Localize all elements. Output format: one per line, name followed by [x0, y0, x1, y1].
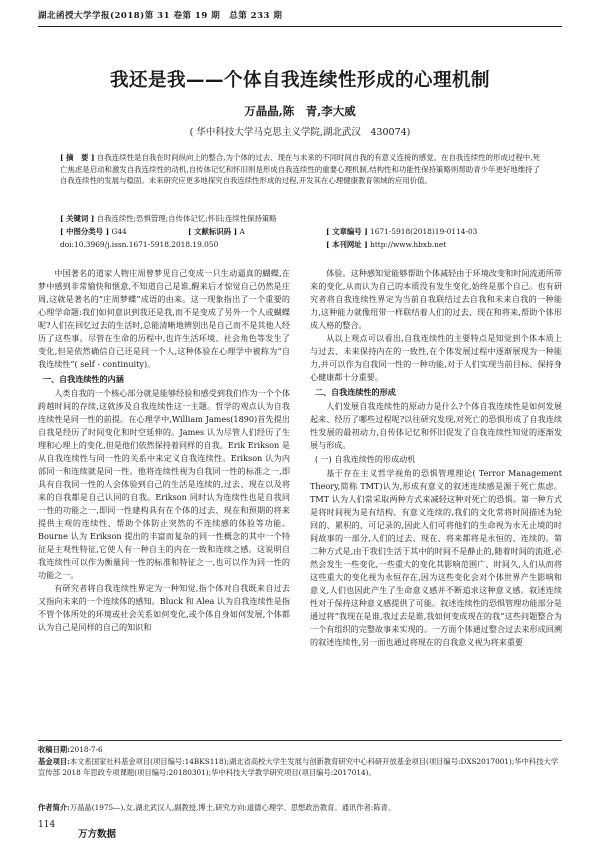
abstract-text: 自我连续性是自我在时间纵向上的整合,为个体的过去、现在与未来的不同时间自我的有意义连接的感觉。在自我连续性的形成过程中,死亡焦虑是启动和激发自我连续性的动机,自传体记忆和怀旧则是形成自我连续性的重要心理机制,结构性和功能性保持策略则帮助青少年更好地维持了自我连续性的发展与稳固。未来研究应更多地探究自我连续性形成的过程,开发其在心理健康教育领域的应用价值。	[60, 153, 540, 186]
section-heading: 二、自我连续性的形成	[314, 387, 396, 397]
keywords	[60, 213, 540, 224]
doc-code	[188, 226, 245, 237]
doi[interactable]: doi:10.3969/j.issn.1671-5918.2018.19.050	[60, 240, 219, 249]
wanfang-logo: 万方数据	[78, 829, 117, 840]
author-affiliation: ( 华中科技大学马克思主义学院,湖北武汉 430074)	[189, 127, 411, 138]
paragraph: 体验。这种感知觉能够帮助个体减轻由于环境改变和时间流逝所带来的变化,从而认为自己的本质没有发生变化,始终是那个自己。也有研究者将自我连续性界定为当前自我联结过去自我和未来自我的一种能力,这种能力就像纽带一样联结着人们的过去、现在和将来,帮助个体形成人格的整合。	[310, 268, 562, 330]
fund-label: 基金项目:	[38, 757, 70, 766]
article-label: [ 文章编号 ]	[326, 227, 368, 236]
url-label: [ 本刊网址 ]	[326, 240, 368, 249]
footnote-rule	[38, 740, 562, 741]
article-number	[326, 226, 477, 237]
doc-label: [ 文献标识码 ]	[188, 227, 238, 236]
received-label: 收稿日期:	[38, 745, 70, 754]
section-heading: 一、自我连续性的内涵	[42, 374, 124, 384]
author-value: 万晶晶(1975—),女,湖北武汉人,副教授,博士,研究方向:道德心理学、思想政治教育。通讯作者:陈青。	[69, 803, 396, 812]
right-column	[310, 267, 562, 649]
left-column	[38, 267, 290, 634]
paragraph: 人类自我的一个核心部分就是能够经验和感受到我们作为一个个体跨越时间的存续,这就涉及自我连续性这一主题。哲学的观点认为自我连续性是同一性的前提。在心理学中,William James(1890)首先提出自我是经历了时间变化和时空延伸的。James 认为尽管人们经历了生理和心理上的变化,但是他们依然保持着同样的自我。Erik Erikson 是从自我连续性与同一性的关系中来定义自我连续性。Erikson 认为内部同一和连续就是同一性。他将连续性视为自我同一性的标准之一,即具有自我同一性的人会体验到自己的生活是连续的,过去、现在以及将来的自我都是自己认同的自我。Erikson 同时认为连续性也是自我同一性的功能之一,即同一性建构具有在个体的过去、现在和预期的将来提供主观的连续性、帮助个体防止突然的不连续感的体验等功能。Bourne 认为 Erikson 提出的丰富而复杂的同一性概念的其中一个特征是主观性特征,它使人有一种自主的内在一致和连续之感。这说明自我连续性可以作为衡量同一性的标准和特征之一,也可以作为同一性的功能之一。	[38, 388, 290, 580]
journal-header: 湖北函授大学学报(2018)第 31 卷第 19 期 总第 233 期	[38, 11, 283, 21]
header-rule	[38, 26, 562, 27]
paragraph: 人们发展自我连续性的原动力是什么?个体自我连续性是如何发展起来、经历了哪些过程呢?以往研究发现,对死亡的恐惧形成了自我连续性发展的最初动力,自传体记忆和怀旧促发了自我连续性知觉的逐渐发展与形成。	[310, 401, 562, 450]
abstract-label: [ 摘 要 ]	[60, 153, 95, 162]
article-value: 1671-5918(2018)19-0114-03	[370, 227, 478, 236]
clc-label: [ 中图分类号 ]	[60, 227, 110, 236]
received-date	[38, 744, 562, 755]
clc-number	[60, 226, 127, 237]
fund-value: 本文系国家社科基金项目(项目编号:14BKS118);湖北省高校大学生发展与创新教育研究中心科研开放基金项目(项目编号:DXS2017001);华中科技大学宣传部 2018 年思政专项课题(项目编号:20180301);华中科技大学教学研究项目(项目编号:2017014)。	[38, 757, 559, 778]
paragraph: 中国著名的道家人物庄周曾梦见自己变成一只生动逼真的蝴蝶,在梦中感到非常愉快和惬意,不知道自己是谁,醒来后才惊觉自己仍然是庄周,这就是著名的“庄周梦蝶”成语的由来。这一现象指出了一个重要的心理学命题:我们如何意识到我还是我,而不是变成了另外一个人或蝴蝶呢?人们在回忆过去的生活时,总能清晰地辨别出是自己而不是其他人经历了这些事。尽管在生命的历程中,也许生活环境、社会角色等发生了变化,但是依然确信自己还是同一个人,这种体验在心理学中被称为“自我连续性”( self - continuity)。	[38, 268, 290, 369]
paragraph: 有研究者将自我连续性界定为一种知觉,指个体对自我既来自过去又指向未来的一个连续体的感知。Bluck 和 Alea 认为自我连续性是指不管个体所处的环境或社会关系如何变化,或个体自身如何发展,个体都认为自己是同样的自己的知识和	[38, 583, 290, 632]
clc-value: G44	[111, 227, 127, 236]
author-label: 作者简介:	[38, 803, 70, 812]
fund-info	[38, 756, 562, 778]
subsection-heading: ( 一) 自我连续性的形成动机	[314, 454, 416, 464]
paragraph: 从以上观点可以看出,自我连续性的主要特点是知觉到个体本质上与过去、未来保持内在的一致性,在个体发展过程中逐渐展现为一种能力,并可以作为自我同一性的一种功能,对于人们实现当前目标、保持身心健康都十分重要。	[310, 333, 562, 382]
abstract	[60, 152, 540, 187]
received-value: 2018-7-6	[69, 745, 103, 754]
paragraph: 基于存在主义哲学视角的恐惧管理理论( Terror Management Theory,简称 TMT)认为,形成有意义的叙述连续感是源于死亡焦虑。TMT 认为人们常采取两种方式来减轻这种对死亡的恐惧。第一种方式是将时间视为是有结构、有意义连续的,我们的文化常将时间描述为轮回的、累积的、可记录的,因此人们可将他们的生命视为永无止境的时间故事的一部分,人们的过去、现在、将来都将是永恒的、连续的。第二种方式是,由于我们生活于其中的时间不是静止的,随着时间的流逝,必然会发生一些变化,一些重大的变化其影响范围广、时间久,人们从而将这些重大的变化视为永恒存在,因为这些变化会对个体世界产生影响和意义,人们也因此产生了生命意义感并不断追求这种意义感。叙述连续性对于保持这种意义感提供了可能。叙述连续性的恐惧管理功能部分是通过将“我现在是谁,我过去是谁,我如何变成现在的我”这些问题整合为一个有组织的完整故事来实现的。一方面个体通过整合过去来形成回溯的叙述连续性,另一面也通过将现在的自我意义视为将来重要	[310, 468, 562, 647]
journal-url	[326, 239, 446, 250]
article-title: 我还是我——个体自我连续性形成的心理机制	[109, 70, 490, 91]
keywords-text: 自我连续性;恐惧管理;自传体记忆;怀旧;连续性保持策略	[96, 214, 277, 223]
page-number: 114	[38, 820, 56, 830]
doc-value: A	[239, 227, 245, 236]
author-bio	[38, 802, 562, 813]
keywords-label: [ 关键词 ]	[60, 214, 95, 223]
article-authors: 万晶晶,陈 青,李大威	[244, 104, 356, 118]
url-link[interactable]: http://www.hbxb.net	[370, 240, 447, 249]
